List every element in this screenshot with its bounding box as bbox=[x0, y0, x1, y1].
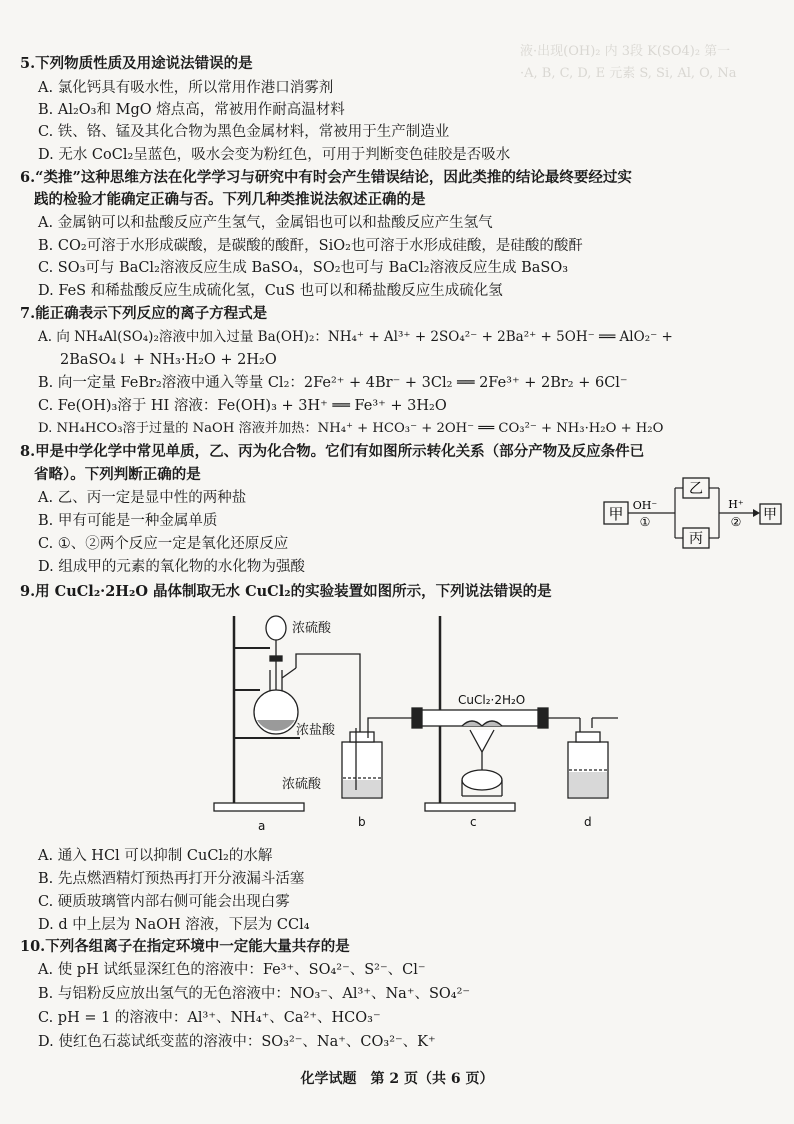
bleed-text: 液·出现(OH)₂ 内 3段 K(SO4)₂ 第一 bbox=[520, 44, 731, 59]
question-8-stem: 8.甲是中学化学中常见单质，乙、丙为化合物。它们有如图所示转化关系（部分产物及反应条件已 bbox=[20, 443, 645, 460]
box-start-label: 甲 bbox=[608, 505, 624, 523]
label-crystal: CuCl₂·2H₂O bbox=[458, 693, 526, 707]
question-8-option-b: B. 甲有可能是一种金属单质 bbox=[38, 513, 218, 529]
label-hcl: 浓盐酸 bbox=[296, 723, 336, 738]
question-6-stem-cont: 践的检验才能确定正确与否。下列几种类推说法叙述正确的是 bbox=[34, 191, 426, 208]
question-7-option-a: A. 向 NH₄Al(SO₄)₂溶液中加入过量 Ba(OH)₂：NH₄⁺ + Al³⁺ + 2SO₄²⁻ + 2Ba²⁺ + 5OH⁻ ══ AlO₂⁻ + bbox=[38, 329, 673, 345]
question-5-option-d: D. 无水 CoCl₂呈蓝色，吸水会变为粉红色，可用于判断变色硅胶是否吸水 bbox=[38, 147, 511, 163]
question-10-option-c: C. pH = 1 的溶液中：Al³⁺、NH₄⁺、Ca²⁺、HCO₃⁻ bbox=[38, 1010, 381, 1026]
step-2: ② bbox=[730, 515, 742, 529]
question-9-option-b: B. 先点燃酒精灯预热再打开分液漏斗活塞 bbox=[38, 871, 305, 887]
label-b: b bbox=[358, 815, 366, 829]
question-9-stem: 9.用 CuCl₂·2H₂O 晶体制取无水 CuCl₂的实验装置如图所示，下列说法错误的是 bbox=[20, 583, 552, 600]
question-10-stem: 10.下列各组离子在指定环境中一定能大量共存的是 bbox=[20, 938, 350, 955]
apparatus-diagram bbox=[200, 610, 640, 840]
question-7-option-c: C. Fe(OH)₃溶于 HI 溶液：Fe(OH)₃ + 3H⁺ ══ Fe³⁺ + 3H₂O bbox=[38, 398, 447, 414]
question-6-option-d: D. FeS 和稀盐酸反应生成硫化氢，CuS 也可以和稀盐酸反应生成硫化氢 bbox=[38, 283, 503, 299]
question-6-option-c: C. SO₃可与 BaCl₂溶液反应生成 BaSO₄，SO₂也可与 BaCl₂溶液反应生成 BaSO₃ bbox=[38, 260, 569, 276]
question-8-stem-cont: 省略）。下列判断正确的是 bbox=[34, 466, 201, 483]
question-6-stem: 6.“类推”这种思维方法在化学学习与研究中有时会产生错误结论，因此类推的结论最终要经过实 bbox=[20, 169, 632, 186]
box-bottom-label: 丙 bbox=[689, 531, 703, 547]
page-footer: 化学试题 第 2 页（共 6 页） bbox=[300, 1071, 494, 1087]
question-7-option-d: D. NH₄HCO₃溶于过量的 NaOH 溶液并加热：NH₄⁺ + HCO₃⁻ + 2OH⁻ ══ CO₃²⁻ + NH₃·H₂O + H₂O bbox=[38, 421, 664, 436]
box-top-label: 乙 bbox=[689, 481, 703, 497]
question-7-option-b: B. 向一定量 FeBr₂溶液中通入等量 Cl₂：2Fe²⁺ + 4Br⁻ + 3Cl₂ ══ 2Fe³⁺ + 2Br₂ + 6Cl⁻ bbox=[38, 375, 628, 391]
box-end-label: 甲 bbox=[763, 507, 777, 523]
question-5-option-b: B. Al₂O₃和 MgO 熔点高，常被用作耐高温材料 bbox=[38, 102, 345, 118]
label-acid-top: 浓硫酸 bbox=[292, 621, 332, 636]
question-6-option-a: A. 金属钠可以和盐酸反应产生氢气，金属铝也可以和盐酸反应产生氢气 bbox=[38, 215, 493, 231]
question-7-option-a-cont: 2BaSO₄↓ + NH₃·H₂O + 2H₂O bbox=[60, 352, 277, 368]
question-10-option-d: D. 使红色石蕊试纸变蓝的溶液中：SO₃²⁻、Na⁺、CO₃²⁻、K⁺ bbox=[38, 1034, 436, 1050]
reagent-1: OH⁻ bbox=[632, 499, 658, 512]
question-7-stem: 7.能正确表示下列反应的离子方程式是 bbox=[20, 305, 268, 322]
question-8-option-a: A. 乙、丙一定是显中性的两种盐 bbox=[38, 490, 247, 506]
label-d: d bbox=[584, 815, 592, 829]
reagent-2: H⁺ bbox=[728, 498, 744, 511]
bleed-text: ·A, B, C, D, E 元素 S, Si, Al, O, Na bbox=[520, 66, 737, 81]
question-9-option-d: D. d 中上层为 NaOH 溶液，下层为 CCl₄ bbox=[38, 917, 310, 933]
question-5-option-c: C. 铁、铬、锰及其化合物为黑色金属材料，常被用于生产制造业 bbox=[38, 124, 450, 140]
conversion-diagram bbox=[603, 476, 783, 556]
question-8-option-d: D. 组成甲的元素的氧化物的水化物为强酸 bbox=[38, 559, 305, 575]
question-9-option-c: C. 硬质玻璃管内部右侧可能会出现白雾 bbox=[38, 894, 290, 910]
label-c: c bbox=[470, 815, 477, 829]
question-8-option-c: C. ①、②两个反应一定是氧化还原反应 bbox=[38, 536, 289, 552]
label-a: a bbox=[258, 819, 266, 833]
question-10-option-a: A. 使 pH 试纸显深红色的溶液中：Fe³⁺、SO₄²⁻、S²⁻、Cl⁻ bbox=[38, 962, 426, 978]
question-6-option-b: B. CO₂可溶于水形成碳酸，是碳酸的酸酐，SiO₂也可溶于水形成硅酸，是硅酸的酸酐 bbox=[38, 238, 583, 254]
question-9-option-a: A. 通入 HCl 可以抑制 CuCl₂的水解 bbox=[38, 848, 273, 864]
question-5-option-a: A. 氯化钙具有吸水性，所以常用作港口消雾剂 bbox=[38, 80, 334, 96]
label-acid-bottle: 浓硫酸 bbox=[282, 777, 322, 792]
question-5-stem: 5.下列物质性质及用途说法错误的是 bbox=[20, 55, 253, 72]
step-1: ① bbox=[639, 515, 651, 529]
question-10-option-b: B. 与铝粉反应放出氢气的无色溶液中：NO₃⁻、Al³⁺、Na⁺、SO₄²⁻ bbox=[38, 986, 471, 1002]
